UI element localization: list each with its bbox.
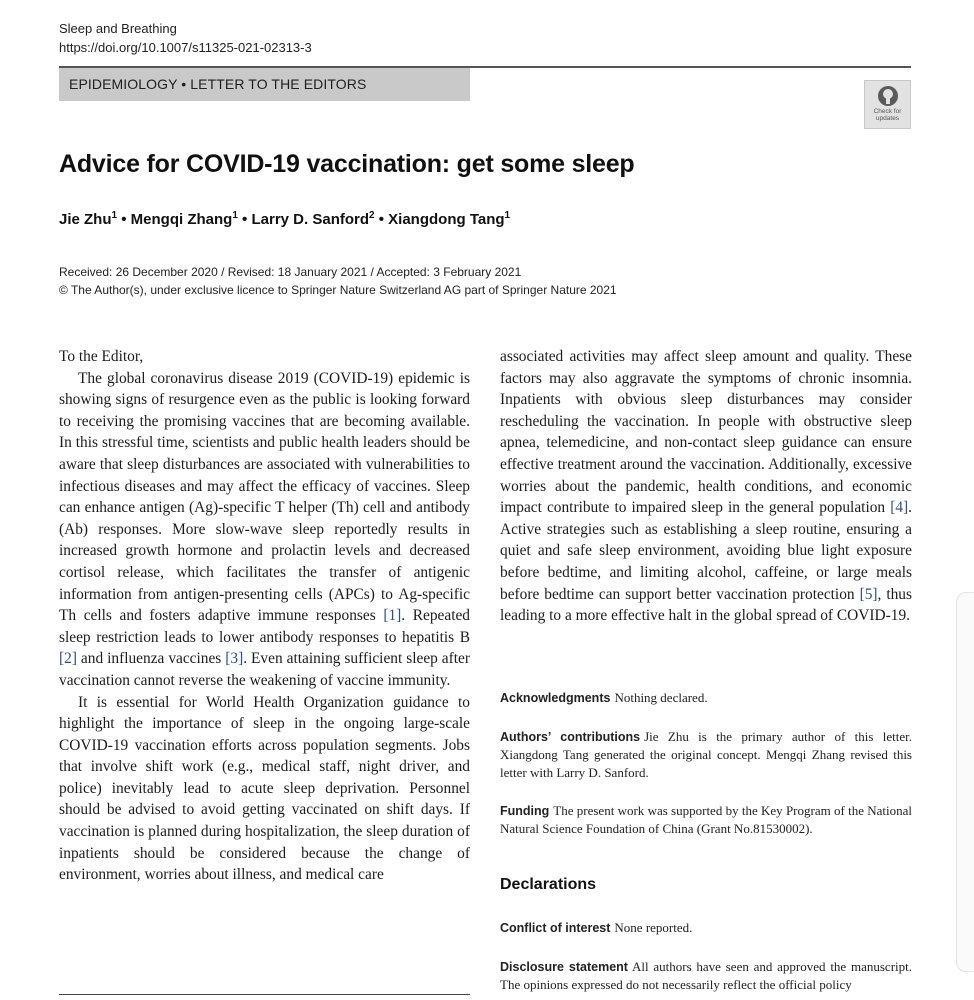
author-name[interactable]: Jie Zhu — [59, 211, 112, 228]
paragraph-2: It is essential for World Health Organization guidance to highlight the importance of sleep in the ongoing large-scale COVID-19 vaccination efforts across population segments. Jobs that involve shift work (e.g., medical staff, night driver, and police) inevitably lead to acute sleep deprivation. Personnel should be advised to avoid getting vaccinated on shift days. If vaccination is planned during hospitalization, the sleep duration of inpatients should be considered because the change of environment, worries about illness, and medical care — [59, 693, 470, 884]
author-name[interactable]: Xiangdong Tang — [388, 211, 505, 228]
left-column — [59, 346, 470, 886]
publication-history — [59, 263, 617, 299]
copyright-line: © The Author(s), under exclusive licence to Springer Nature Switzerland AG part of Springer Nature 2021 — [59, 283, 617, 297]
received-dates: Received: 26 December 2020 / Revised: 18 January 2021 / Accepted: 3 February 2021 — [59, 265, 522, 279]
citation-link[interactable]: [1] — [383, 607, 402, 625]
affiliation-mark: 1 — [504, 210, 511, 221]
funding-label: Funding — [500, 804, 550, 818]
affiliation-mark: 1 — [111, 210, 118, 221]
author-separator: • — [237, 211, 252, 228]
section-label: EPIDEMIOLOGY • LETTER TO THE EDITORS — [59, 68, 470, 101]
right-column — [500, 346, 912, 627]
citation-link[interactable]: [5] — [859, 585, 878, 603]
affiliation-mark: 2 — [369, 210, 375, 221]
declarations-heading: Declarations — [500, 876, 597, 893]
disclosure-statement: Disclosure statement All authors have seen and approved the manuscript. The opinions expressed do not necessarily reflect the official policy — [500, 959, 912, 992]
author-separator: • — [374, 211, 389, 228]
salutation: To the Editor, — [59, 348, 144, 365]
acknowledgments-label: Acknowledgments — [500, 691, 611, 705]
disclosure-label: Disclosure statement — [500, 960, 628, 974]
author-separator: • — [117, 211, 131, 228]
scroll-handle[interactable] — [956, 592, 974, 972]
contributions-label: Authors’ contributions — [500, 730, 641, 744]
author-name[interactable]: Mengqi Zhang — [130, 211, 233, 228]
doi-link[interactable]: https://doi.org/10.1007/s11325-021-02313-3 — [59, 40, 312, 55]
journal-name: Sleep and Breathing — [59, 21, 177, 36]
affiliation-mark: 1 — [232, 210, 238, 221]
citation-link[interactable]: [2] — [59, 650, 77, 668]
conflict-label: Conflict of interest — [500, 921, 611, 935]
check-updates-line1: Check for — [873, 108, 902, 115]
conflict-of-interest: Conflict of interest None reported. — [500, 920, 693, 935]
author-name[interactable]: Larry D. Sanford — [251, 211, 370, 228]
paragraph-3: associated activities may affect sleep amount and quality. These factors may also aggravate the symptoms of chronic insomnia. Inpatients with obvious sleep disturbances may consider rescheduling the vaccination. In people with obstructive sleep apnea, telemedicine, and non-contact sleep guidance can ensure effective treatment around the vaccination. Additionally, excessive worries about the pandemic, health conditions, and economic impact contribute to impaired sleep in the general population [4]. Active strategies such as establishing a sleep routine, ensuring a quiet and safe sleep environment, avoiding blue light exposure before bedtime, and limiting alcohol, caffeine, or large meals before bedtime can support better vaccination protection [5], thus leading to a more effective halt in the global spread of COVID-19. — [500, 348, 912, 625]
journal-header — [59, 19, 312, 57]
crossmark-icon — [877, 85, 899, 107]
funding: Funding The present work was supported by the Key Program of the National Natural Science Foundation of China (Grant No.81530002). — [500, 803, 912, 836]
authors-contributions: Authors’ contributions Jie Zhu is the primary author of this letter. Xiangdong Tang generated the original concept. Mengqi Zhang revised this letter with Larry D. Sanford. — [500, 729, 912, 780]
check-updates-line2: updates — [875, 115, 900, 122]
check-for-updates-badge[interactable] — [864, 80, 911, 129]
paragraph-1: The global coronavirus disease 2019 (COVID-19) epidemic is showing signs of resurgence even as the public is looking forward to receiving the promising vaccines that are becoming available. In this stressful time, scientists and public health leaders should be aware that sleep disturbances are associated with vulnerabilities to infectious diseases and may affect the efficacy of vaccines. Sleep can enhance antigen (Ag)-specific T helper (Th) cell and antibody (Ab) responses. More slow-wave sleep reportedly results in increased growth hormone and prolactin levels and decreased cortisol release, which facilitates the transfer of antigenic information from antigen-presenting cells (APCs) to Ag-specific Th cells and fosters adaptive immune responses [1]. Repeated sleep restriction leads to lower antibody responses to hepatitis B [2] and influenza vaccines [3]. Even attaining sufficient sleep after vaccination cannot reverse the weakening of vaccine immunity. — [59, 369, 471, 689]
citation-link[interactable]: [3] — [225, 650, 244, 668]
article-title: Advice for COVID-19 vaccination: get some sleep — [59, 150, 635, 178]
author-list — [59, 210, 510, 228]
citation-link[interactable]: [4] — [890, 499, 909, 517]
acknowledgments: Acknowledgments Nothing declared. — [500, 690, 708, 705]
footnote-rule — [59, 994, 470, 995]
